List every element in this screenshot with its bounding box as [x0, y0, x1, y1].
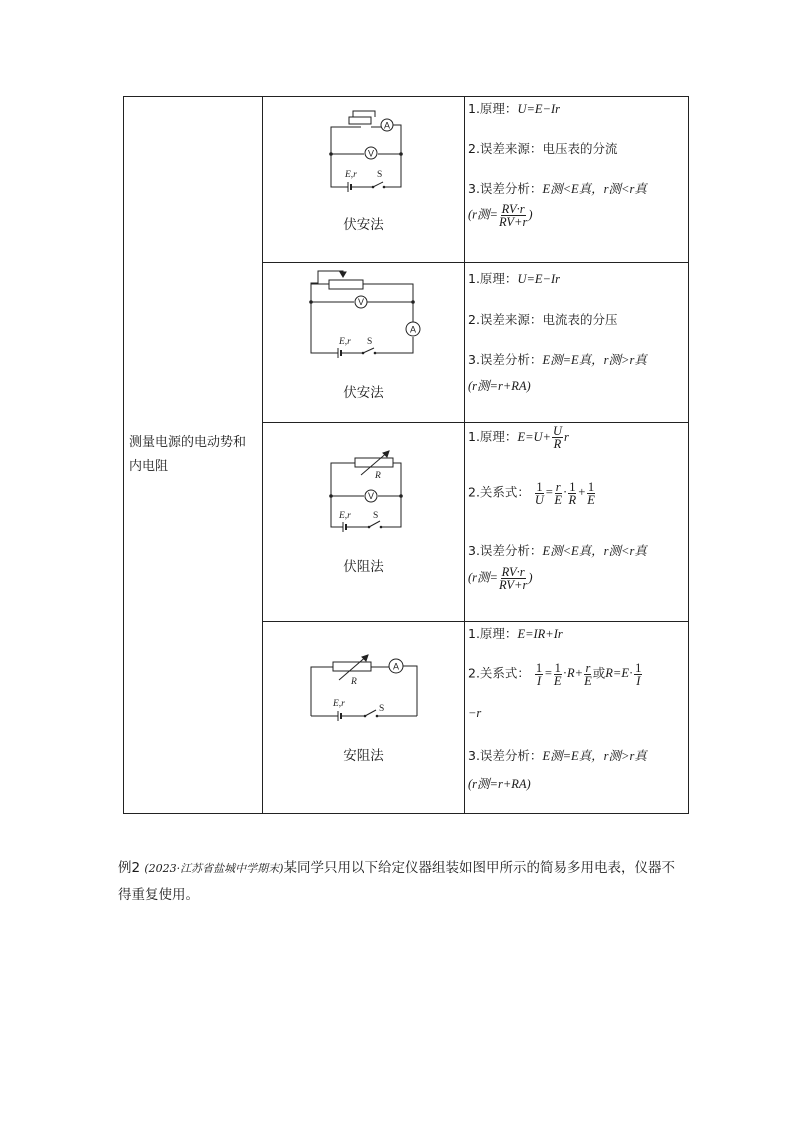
analysis-cell-1: 1.原理：U=E−Ir 2.误差来源：电压表的分流 3.误差分析：E测<E真，r测<r真 (r测= $\frac{RV\cdot r}{RV+r}$ ) — [465, 97, 689, 263]
circuit-ammeter-resistor — [263, 622, 464, 742]
svg-text:A: A — [409, 324, 417, 335]
svg-text:A: A — [392, 661, 400, 672]
svg-text:E,r: E,r — [339, 337, 351, 347]
circuit-voltmeter-resistor — [263, 423, 464, 563]
svg-text:V: V — [367, 491, 375, 501]
circuit-voltmeter-ammeter-1 — [263, 97, 464, 207]
analysis-cell-2: 1.原理：U=E−Ir 2.误差来源：电流表的分压 3.误差分析：E测=E真，r测>r真 (r测=r+RA) — [465, 263, 689, 423]
svg-text:S: S — [379, 704, 385, 714]
topic-cell — [124, 97, 263, 814]
svg-text:E,r: E,r — [339, 511, 351, 521]
battery-label: E,r — [345, 170, 357, 180]
analysis-cell-4: 1.原理：E=IR+Ir 2.关系式： $\frac{1}{I}$ = $\frac{1}{E}$ ·R+ $\frac{r}{E}$ 或R=E· $\frac{1}{I}$ −r 3.误差分析：E测=E真，r测>r真 (r测=r+RA) — [465, 622, 689, 814]
svg-text:S: S — [367, 337, 373, 347]
analysis-cell-3: 1.原理：E=U+ $\frac{U}{R}$ r 2.关系式： $\frac{1}{U}$ = $\frac{r}{E}$ · $\frac{1}{R}$ + $\frac{1}{E}$ 3.误差分析：E测<E真，r测<r真 (r测= $\frac{RV\cdot r}{RV+r}$ ) — [465, 423, 689, 622]
relation-formula-4: $\frac{1}{I}$ = $\frac{1}{E}$ ·R+ $\frac{r}{E}$ — [535, 661, 592, 688]
ammeter-label: A — [383, 120, 391, 131]
svg-text:R: R — [375, 471, 381, 481]
example-2 — [118, 855, 688, 909]
method-name: 伏安法 — [343, 217, 384, 233]
method-name: 伏安法 — [343, 385, 384, 401]
switch-label: S — [377, 170, 383, 180]
diagram-cell-3 — [263, 423, 465, 622]
example-text: 某同学只用以下给定仪器组装如图甲所示的简易多用电表，仪器不得重复使用。 — [118, 860, 675, 903]
voltmeter-label: V — [367, 148, 375, 159]
diagram-cell-2 — [263, 263, 465, 423]
diagram-cell-1 — [263, 97, 465, 263]
example-source: (2023·江苏省盐城中学期末) — [144, 862, 284, 875]
svg-text:R: R — [351, 677, 357, 687]
method-name: 伏阻法 — [343, 559, 384, 575]
example-label: 例2 — [118, 860, 141, 876]
summary-table — [123, 96, 689, 814]
relation-formula-3: $\frac{1}{U}$ = $\frac{r}{E}$ · $\frac{1}{R}$ + $\frac{1}{E}$ — [534, 480, 595, 507]
diagram-cell-4 — [263, 622, 465, 814]
svg-text:V: V — [357, 297, 365, 307]
circuit-voltmeter-ammeter-2 — [263, 263, 464, 373]
svg-text:S: S — [373, 511, 379, 521]
svg-text:E,r: E,r — [333, 699, 345, 709]
method-name: 安阻法 — [343, 748, 384, 764]
topic-text: 测量电源的电动势和内电阻 — [129, 435, 247, 474]
